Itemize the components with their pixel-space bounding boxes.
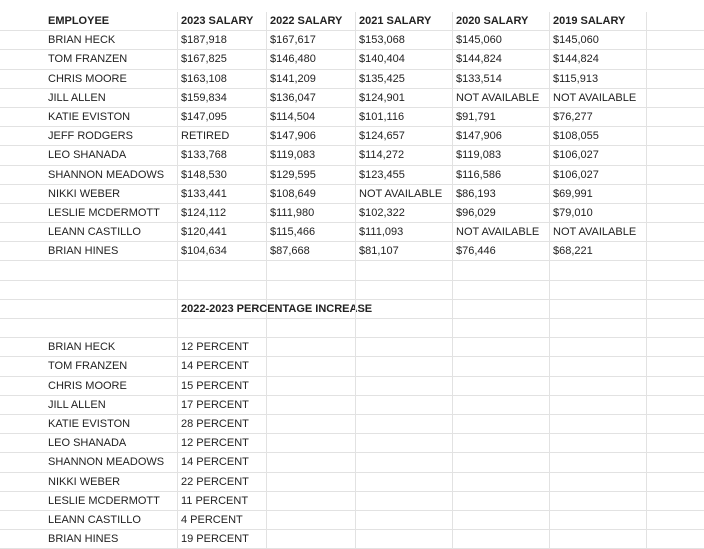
empty-row bbox=[0, 319, 704, 338]
empty-cell[interactable] bbox=[453, 338, 550, 356]
increase-cell[interactable]: LESLIE MCDERMOTT bbox=[45, 492, 178, 510]
empty-cell[interactable] bbox=[550, 377, 647, 395]
salary-cell[interactable]: JEFF RODGERS bbox=[45, 127, 178, 145]
empty-cell[interactable] bbox=[647, 415, 704, 433]
empty-cell[interactable] bbox=[453, 300, 550, 318]
salary-cell[interactable]: $133,441 bbox=[178, 185, 267, 203]
empty-cell[interactable] bbox=[453, 415, 550, 433]
empty-cell[interactable] bbox=[0, 511, 45, 529]
empty-cell[interactable] bbox=[267, 530, 356, 548]
empty-cell[interactable] bbox=[647, 166, 704, 184]
empty-cell[interactable] bbox=[647, 453, 704, 471]
increase-cell[interactable]: 14 PERCENT bbox=[178, 453, 267, 471]
salary-cell[interactable]: $159,834 bbox=[178, 89, 267, 107]
salary-row bbox=[0, 204, 704, 223]
salary-cell[interactable]: KATIE EVISTON bbox=[45, 108, 178, 126]
salary-cell[interactable]: $136,047 bbox=[267, 89, 356, 107]
empty-cell[interactable] bbox=[0, 108, 45, 126]
empty-cell[interactable] bbox=[647, 204, 704, 222]
salary-cell[interactable]: $123,455 bbox=[356, 166, 453, 184]
empty-cell[interactable] bbox=[550, 281, 647, 299]
salary-cell[interactable]: $108,055 bbox=[550, 127, 647, 145]
empty-cell[interactable] bbox=[453, 453, 550, 471]
salary-cell[interactable]: RETIRED bbox=[178, 127, 267, 145]
salary-cell[interactable]: NOT AVAILABLE bbox=[453, 223, 550, 241]
empty-row bbox=[0, 281, 704, 300]
empty-cell[interactable] bbox=[267, 434, 356, 452]
increase-row bbox=[0, 434, 704, 453]
empty-cell[interactable] bbox=[0, 434, 45, 452]
empty-cell[interactable] bbox=[356, 434, 453, 452]
salary-cell[interactable]: $76,277 bbox=[550, 108, 647, 126]
salary-cell[interactable]: $111,980 bbox=[267, 204, 356, 222]
salary-cell[interactable]: $163,108 bbox=[178, 70, 267, 88]
salary-cell[interactable]: $101,116 bbox=[356, 108, 453, 126]
increase-cell[interactable]: TOM FRANZEN bbox=[45, 357, 178, 375]
salary-cell[interactable]: $115,913 bbox=[550, 70, 647, 88]
empty-cell[interactable] bbox=[0, 185, 45, 203]
column-header[interactable]: 2019 SALARY bbox=[550, 12, 647, 30]
salary-cell[interactable]: $146,480 bbox=[267, 50, 356, 68]
salary-cell[interactable]: BRIAN HINES bbox=[45, 242, 178, 260]
empty-cell[interactable] bbox=[0, 261, 45, 279]
empty-cell[interactable] bbox=[0, 204, 45, 222]
increase-row bbox=[0, 453, 704, 472]
empty-cell[interactable] bbox=[647, 223, 704, 241]
empty-cell[interactable] bbox=[0, 70, 45, 88]
salary-cell[interactable]: $140,404 bbox=[356, 50, 453, 68]
empty-cell[interactable] bbox=[647, 70, 704, 88]
increase-cell[interactable]: LEO SHANADA bbox=[45, 434, 178, 452]
salary-cell[interactable]: $144,824 bbox=[453, 50, 550, 68]
empty-cell[interactable] bbox=[647, 357, 704, 375]
empty-cell[interactable] bbox=[178, 261, 267, 279]
salary-cell[interactable]: $141,209 bbox=[267, 70, 356, 88]
empty-cell[interactable] bbox=[647, 108, 704, 126]
increase-cell[interactable]: NIKKI WEBER bbox=[45, 473, 178, 491]
empty-cell[interactable] bbox=[267, 473, 356, 491]
empty-cell[interactable] bbox=[647, 261, 704, 279]
empty-cell[interactable] bbox=[453, 319, 550, 337]
empty-cell[interactable] bbox=[550, 530, 647, 548]
salary-cell[interactable]: LEANN CASTILLO bbox=[45, 223, 178, 241]
empty-cell[interactable] bbox=[647, 127, 704, 145]
empty-cell[interactable] bbox=[0, 396, 45, 414]
increase-row bbox=[0, 473, 704, 492]
empty-cell[interactable] bbox=[0, 473, 45, 491]
salary-cell[interactable]: $102,322 bbox=[356, 204, 453, 222]
increase-cell[interactable]: LEANN CASTILLO bbox=[45, 511, 178, 529]
salary-cell[interactable]: $153,068 bbox=[356, 31, 453, 49]
empty-cell[interactable] bbox=[356, 511, 453, 529]
increase-row bbox=[0, 396, 704, 415]
empty-cell[interactable] bbox=[0, 50, 45, 68]
salary-cell[interactable]: NOT AVAILABLE bbox=[550, 223, 647, 241]
column-header[interactable]: 2023 SALARY bbox=[178, 12, 267, 30]
empty-cell[interactable] bbox=[356, 281, 453, 299]
empty-cell[interactable] bbox=[453, 492, 550, 510]
salary-cell[interactable]: $147,906 bbox=[453, 127, 550, 145]
empty-cell[interactable] bbox=[647, 511, 704, 529]
empty-cell[interactable] bbox=[356, 453, 453, 471]
empty-cell[interactable] bbox=[0, 415, 45, 433]
empty-cell[interactable] bbox=[647, 530, 704, 548]
empty-cell[interactable] bbox=[356, 300, 453, 318]
increase-cell[interactable]: 4 PERCENT bbox=[178, 511, 267, 529]
empty-cell[interactable] bbox=[45, 319, 178, 337]
increase-cell[interactable]: 14 PERCENT bbox=[178, 357, 267, 375]
empty-cell[interactable] bbox=[267, 300, 356, 318]
salary-cell[interactable]: $120,441 bbox=[178, 223, 267, 241]
increase-row bbox=[0, 511, 704, 530]
empty-cell[interactable] bbox=[550, 319, 647, 337]
salary-row bbox=[0, 146, 704, 165]
spreadsheet-grid bbox=[0, 12, 704, 549]
empty-cell[interactable] bbox=[647, 31, 704, 49]
empty-cell[interactable] bbox=[356, 473, 453, 491]
empty-cell[interactable] bbox=[647, 377, 704, 395]
salary-cell[interactable]: $144,824 bbox=[550, 50, 647, 68]
empty-cell[interactable] bbox=[267, 492, 356, 510]
salary-cell[interactable]: $133,768 bbox=[178, 146, 267, 164]
increase-cell[interactable]: 12 PERCENT bbox=[178, 338, 267, 356]
increase-cell[interactable]: 12 PERCENT bbox=[178, 434, 267, 452]
empty-cell[interactable] bbox=[550, 492, 647, 510]
empty-cell[interactable] bbox=[267, 396, 356, 414]
empty-cell[interactable] bbox=[647, 492, 704, 510]
salary-cell[interactable]: $69,991 bbox=[550, 185, 647, 203]
empty-cell[interactable] bbox=[267, 357, 356, 375]
empty-cell[interactable] bbox=[45, 261, 178, 279]
salary-row bbox=[0, 127, 704, 146]
salary-cell[interactable]: $145,060 bbox=[453, 31, 550, 49]
empty-cell[interactable] bbox=[550, 261, 647, 279]
salary-cell[interactable]: SHANNON MEADOWS bbox=[45, 166, 178, 184]
empty-cell[interactable] bbox=[267, 338, 356, 356]
empty-cell[interactable] bbox=[647, 242, 704, 260]
empty-cell[interactable] bbox=[0, 31, 45, 49]
salary-cell[interactable]: $145,060 bbox=[550, 31, 647, 49]
empty-cell[interactable] bbox=[550, 511, 647, 529]
empty-cell[interactable] bbox=[453, 396, 550, 414]
empty-cell[interactable] bbox=[0, 492, 45, 510]
salary-cell[interactable]: $114,272 bbox=[356, 146, 453, 164]
salary-cell[interactable]: JILL ALLEN bbox=[45, 89, 178, 107]
increase-row bbox=[0, 530, 704, 549]
empty-cell[interactable] bbox=[0, 166, 45, 184]
increase-row bbox=[0, 415, 704, 434]
empty-cell[interactable] bbox=[356, 530, 453, 548]
salary-cell[interactable]: $124,112 bbox=[178, 204, 267, 222]
salary-cell[interactable]: $111,093 bbox=[356, 223, 453, 241]
empty-cell[interactable] bbox=[647, 50, 704, 68]
salary-cell[interactable]: NIKKI WEBER bbox=[45, 185, 178, 203]
empty-cell[interactable] bbox=[647, 12, 704, 30]
salary-cell[interactable]: $108,649 bbox=[267, 185, 356, 203]
salary-cell[interactable]: $76,446 bbox=[453, 242, 550, 260]
salary-cell[interactable]: $114,504 bbox=[267, 108, 356, 126]
salary-row bbox=[0, 50, 704, 69]
salary-row bbox=[0, 108, 704, 127]
salary-header-row bbox=[0, 12, 704, 31]
empty-cell[interactable] bbox=[647, 396, 704, 414]
salary-cell[interactable]: $68,221 bbox=[550, 242, 647, 260]
salary-row bbox=[0, 31, 704, 50]
salary-cell[interactable]: LEO SHANADA bbox=[45, 146, 178, 164]
empty-cell[interactable] bbox=[0, 127, 45, 145]
increase-cell[interactable]: 11 PERCENT bbox=[178, 492, 267, 510]
increase-cell[interactable]: 17 PERCENT bbox=[178, 396, 267, 414]
column-header[interactable]: EMPLOYEE bbox=[45, 12, 178, 30]
empty-cell[interactable] bbox=[267, 453, 356, 471]
empty-cell[interactable] bbox=[267, 281, 356, 299]
increase-cell[interactable]: 28 PERCENT bbox=[178, 415, 267, 433]
salary-row bbox=[0, 242, 704, 261]
empty-cell[interactable] bbox=[178, 281, 267, 299]
empty-cell[interactable] bbox=[550, 396, 647, 414]
salary-cell[interactable]: $124,901 bbox=[356, 89, 453, 107]
salary-cell[interactable]: $96,029 bbox=[453, 204, 550, 222]
salary-cell[interactable]: $167,825 bbox=[178, 50, 267, 68]
salary-cell[interactable]: $87,668 bbox=[267, 242, 356, 260]
empty-cell[interactable] bbox=[0, 12, 45, 30]
salary-cell[interactable]: TOM FRANZEN bbox=[45, 50, 178, 68]
empty-cell[interactable] bbox=[647, 185, 704, 203]
empty-cell[interactable] bbox=[0, 530, 45, 548]
empty-cell[interactable] bbox=[356, 415, 453, 433]
salary-cell[interactable]: LESLIE MCDERMOTT bbox=[45, 204, 178, 222]
increase-cell[interactable]: BRIAN HECK bbox=[45, 338, 178, 356]
salary-cell[interactable]: BRIAN HECK bbox=[45, 31, 178, 49]
increase-cell[interactable]: BRIAN HINES bbox=[45, 530, 178, 548]
empty-cell[interactable] bbox=[453, 261, 550, 279]
empty-cell[interactable] bbox=[647, 300, 704, 318]
empty-cell[interactable] bbox=[647, 338, 704, 356]
empty-cell[interactable] bbox=[267, 319, 356, 337]
increase-cell[interactable]: SHANNON MEADOWS bbox=[45, 453, 178, 471]
salary-cell[interactable]: $133,514 bbox=[453, 70, 550, 88]
empty-cell[interactable] bbox=[453, 511, 550, 529]
empty-cell[interactable] bbox=[0, 281, 45, 299]
empty-cell[interactable] bbox=[550, 453, 647, 471]
empty-cell[interactable] bbox=[453, 434, 550, 452]
salary-cell[interactable]: NOT AVAILABLE bbox=[550, 89, 647, 107]
empty-cell[interactable] bbox=[356, 492, 453, 510]
empty-cell[interactable] bbox=[550, 473, 647, 491]
empty-cell[interactable] bbox=[0, 242, 45, 260]
empty-cell[interactable] bbox=[0, 223, 45, 241]
empty-cell[interactable] bbox=[647, 434, 704, 452]
empty-cell[interactable] bbox=[267, 415, 356, 433]
salary-cell[interactable]: $115,466 bbox=[267, 223, 356, 241]
empty-cell[interactable] bbox=[453, 530, 550, 548]
salary-cell[interactable]: $91,791 bbox=[453, 108, 550, 126]
column-header[interactable]: 2022 SALARY bbox=[267, 12, 356, 30]
empty-cell[interactable] bbox=[550, 434, 647, 452]
salary-row bbox=[0, 185, 704, 204]
empty-cell[interactable] bbox=[178, 319, 267, 337]
empty-cell[interactable] bbox=[267, 377, 356, 395]
empty-cell[interactable] bbox=[356, 319, 453, 337]
increase-cell[interactable]: CHRIS MOORE bbox=[45, 377, 178, 395]
empty-cell[interactable] bbox=[45, 300, 178, 318]
empty-cell[interactable] bbox=[356, 396, 453, 414]
empty-cell[interactable] bbox=[0, 338, 45, 356]
empty-cell[interactable] bbox=[550, 338, 647, 356]
empty-cell[interactable] bbox=[647, 319, 704, 337]
salary-cell[interactable]: $119,083 bbox=[453, 146, 550, 164]
salary-cell[interactable]: $106,027 bbox=[550, 146, 647, 164]
salary-row bbox=[0, 89, 704, 108]
empty-cell[interactable] bbox=[45, 281, 178, 299]
salary-cell[interactable]: $116,586 bbox=[453, 166, 550, 184]
salary-cell[interactable]: $135,425 bbox=[356, 70, 453, 88]
increase-row bbox=[0, 492, 704, 511]
salary-row bbox=[0, 223, 704, 242]
increase-cell[interactable]: 22 PERCENT bbox=[178, 473, 267, 491]
empty-cell[interactable] bbox=[453, 357, 550, 375]
empty-cell[interactable] bbox=[0, 453, 45, 471]
empty-cell[interactable] bbox=[647, 146, 704, 164]
salary-cell[interactable]: $104,634 bbox=[178, 242, 267, 260]
empty-cell[interactable] bbox=[453, 473, 550, 491]
empty-cell[interactable] bbox=[550, 300, 647, 318]
increase-cell[interactable]: 15 PERCENT bbox=[178, 377, 267, 395]
increase-row bbox=[0, 377, 704, 396]
salary-cell[interactable]: $81,107 bbox=[356, 242, 453, 260]
empty-cell[interactable] bbox=[0, 300, 45, 318]
empty-cell[interactable] bbox=[647, 473, 704, 491]
salary-cell[interactable]: $129,595 bbox=[267, 166, 356, 184]
empty-cell[interactable] bbox=[453, 281, 550, 299]
empty-cell[interactable] bbox=[550, 415, 647, 433]
increase-cell[interactable]: 19 PERCENT bbox=[178, 530, 267, 548]
increase-title-row bbox=[0, 300, 704, 319]
column-header[interactable]: 2021 SALARY bbox=[356, 12, 453, 30]
salary-cell[interactable]: $119,083 bbox=[267, 146, 356, 164]
increase-row bbox=[0, 357, 704, 376]
increase-title[interactable]: 2022-2023 PERCENTAGE INCREASE bbox=[178, 300, 267, 318]
salary-cell[interactable]: $79,010 bbox=[550, 204, 647, 222]
empty-cell[interactable] bbox=[647, 89, 704, 107]
empty-cell[interactable] bbox=[0, 377, 45, 395]
empty-cell[interactable] bbox=[0, 319, 45, 337]
salary-cell[interactable]: NOT AVAILABLE bbox=[453, 89, 550, 107]
salary-cell[interactable]: $106,027 bbox=[550, 166, 647, 184]
salary-cell[interactable]: NOT AVAILABLE bbox=[356, 185, 453, 203]
empty-cell[interactable] bbox=[267, 261, 356, 279]
salary-cell[interactable]: $147,095 bbox=[178, 108, 267, 126]
empty-cell[interactable] bbox=[356, 377, 453, 395]
increase-row bbox=[0, 338, 704, 357]
empty-row bbox=[0, 261, 704, 280]
empty-cell[interactable] bbox=[0, 146, 45, 164]
salary-row bbox=[0, 166, 704, 185]
salary-cell[interactable]: $147,906 bbox=[267, 127, 356, 145]
column-header[interactable]: 2020 SALARY bbox=[453, 12, 550, 30]
increase-cell[interactable]: JILL ALLEN bbox=[45, 396, 178, 414]
salary-row bbox=[0, 70, 704, 89]
empty-cell[interactable] bbox=[0, 89, 45, 107]
salary-cell[interactable]: $167,617 bbox=[267, 31, 356, 49]
increase-cell[interactable]: KATIE EVISTON bbox=[45, 415, 178, 433]
empty-cell[interactable] bbox=[647, 281, 704, 299]
empty-cell[interactable] bbox=[550, 357, 647, 375]
empty-cell[interactable] bbox=[453, 377, 550, 395]
empty-cell[interactable] bbox=[356, 357, 453, 375]
salary-cell[interactable]: $86,193 bbox=[453, 185, 550, 203]
salary-cell[interactable]: $148,530 bbox=[178, 166, 267, 184]
empty-cell[interactable] bbox=[356, 261, 453, 279]
empty-cell[interactable] bbox=[356, 338, 453, 356]
salary-cell[interactable]: CHRIS MOORE bbox=[45, 70, 178, 88]
empty-cell[interactable] bbox=[0, 357, 45, 375]
salary-cell[interactable]: $124,657 bbox=[356, 127, 453, 145]
empty-cell[interactable] bbox=[267, 511, 356, 529]
salary-cell[interactable]: $187,918 bbox=[178, 31, 267, 49]
